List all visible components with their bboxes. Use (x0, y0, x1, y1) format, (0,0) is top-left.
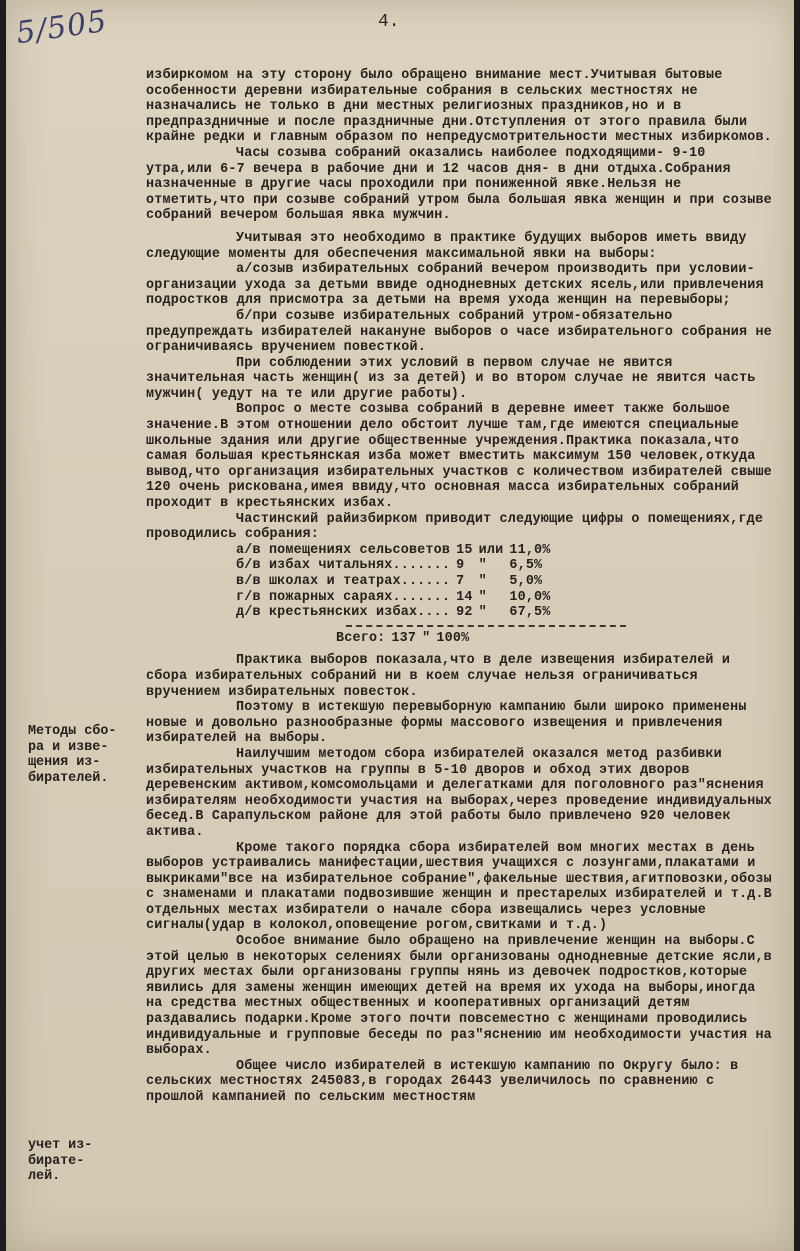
row-percent: 11,0% (509, 542, 551, 558)
row-count: 92 (456, 605, 473, 621)
row-sep: или (478, 542, 504, 558)
row-percent: 6,5% (509, 558, 543, 574)
paragraph: При соблюдении этих условий в первом случае не явится значительная часть женщин( из за детей) и во втором случае не явится часть мужчин( уедут на те или другие работы). (146, 355, 764, 402)
row-label: б/в избах читальнях....... (236, 558, 451, 574)
total-percent: 100% (436, 630, 470, 646)
paragraph: Частинский райизбирком приводит следующие цифры о помещениях,где проводились собрания: (146, 511, 772, 543)
page-number: 4. (378, 12, 400, 32)
paragraph: Учитывая это необходимо в практике будущих выборов иметь ввиду следующие моменты для обеспечения максимальной явки на выборы: (146, 230, 755, 262)
total-label: Всего: (336, 630, 386, 646)
archive-number: 5/505 (14, 3, 110, 52)
row-count: 15 (456, 542, 473, 558)
row-label: в/в школах и театрах...... (236, 574, 451, 589)
row-percent: 67,5% (509, 605, 551, 621)
row-sep: " (478, 605, 487, 621)
row-label: д/в крестьянских избах.... (236, 605, 451, 621)
row-sep: " (478, 589, 487, 605)
margin-note-voter-count: учет из- бирате- лей. (28, 1138, 93, 1185)
paragraph: Кроме такого порядка сбора избирателей вом многих местах в день выборов устраивались манифестации,шествия учащихся с лозунгами,плакатами и выкриками"все на избирательное собрание",факельные шествия,агитповозки,обозы с знаменами и плакатами подвозившие женщин и престарелых избирателей и т.д.В отдельных местах избиратели о начале сбора извещались через условные сигналы(удар в колокол,оповещение рогом,свитками и т.д.) (146, 840, 781, 934)
venue-stats-total (336, 631, 475, 647)
total-divider (346, 625, 626, 627)
list-item: а/созыв избирательных собраний вечером производить при условии- организации ухода за детьми ввиде однодневных детских ясель,или привлечения подростков для присмотра за детьми на время ухода женщин на перевыборы; (146, 262, 772, 309)
document-page (6, 0, 794, 1251)
table-row (236, 543, 557, 559)
row-sep: " (478, 558, 487, 574)
row-label: а/в помещениях сельсоветов (236, 542, 451, 558)
list-item: б/при созыве избирательных собраний утром-обязательно предупреждать избирателей накануне выборов о часе избирательного собрания не ограничиваясь вручением повесткой. (146, 308, 781, 356)
row-percent: 10,0% (509, 589, 551, 605)
total-count: 137 (391, 630, 417, 646)
row-count: 7 (456, 574, 465, 589)
paragraph: Часы созыва собраний оказались наиболее подходящими- 9-10 утра,или 6-7 вечера в рабочие дни и 12 часов дня- в дни отдыха.Собрания назначенные в другие часы проходили при пониженной явке.Нельзя не отметить,что при созыве собраний утром была большая явка женщин и при созыве собраний вечером большая явка мужчин. (146, 145, 781, 224)
total-sep: " (422, 630, 431, 646)
paragraph: Наилучшим методом сбора избирателей оказался метод разбивки избирательных участков на группы в 5-10 дворов и обход этих дворов деревенским активом,комсомольцами и делегатками для поголовного раз"яснения избирателям необходимости участия на выборах,через проведение индивидуальных бесед.В Сарапульском районе для этой работы было привлечено 920 человек актива. (146, 746, 781, 840)
row-count: 9 (456, 558, 465, 574)
row-sep: " (478, 574, 487, 589)
paragraph: избиркомом на эту сторону было обращено внимание мест.Учитывая бытовые особенности деревни избирательные собрания в сельских местностях не назначались не только в дни местных религиозных праздников,но и в предпраздничные и после праздничные дни.Отступления от этого правила были крайне редки и главным образом по непредусмотрительности местных избиркомов. (146, 68, 772, 146)
row-count: 14 (456, 589, 473, 605)
margin-note-methods: Методы сбо- ра и изве- щения из- бирателей. (28, 724, 117, 786)
table-row (236, 590, 557, 606)
paragraph: Поэтому в истекшую перевыборную кампанию были широко применены новые и довольно разнообразные формы массового извещения и привлечения избирателей на выборы. (146, 700, 755, 747)
table-row (236, 605, 557, 621)
venue-stats-table (236, 543, 557, 621)
table-row (236, 558, 557, 574)
document-body (146, 68, 781, 1106)
total-row (336, 631, 475, 647)
paragraph: Практика выборов показала,что в деле извещения избирателей и сбора избирательных собраний ни в коем случае нельзя ограничиваться вручением избирательных повесток. (146, 653, 739, 700)
row-label: г/в пожарных сараях....... (236, 589, 451, 605)
paragraph: Вопрос о месте созыва собраний в деревне имеет также большое значение.В этом отношении дело обстоит лучше там,где имеются специальные школьные здания или другие общественные учреждения.Практика показала,что самая большая крестьянская изба может вместить максимум 150 человек,откуда вывод,что организация избирательных участков с количеством избирателей свыше 120 очень рискована,имея ввиду,что основная масса избирательных собраний проходит в крестьянских избах. (146, 402, 781, 512)
paragraph: Особое внимание было обращено на привлечение женщин на выборы.С этой целью в некоторых селениях были организованы однодневные детские ясли,в других местах были организованы группы нянь из девочек подростков,которые явились для замены женщин имеющих детей на время их ухода на выборы,иногда на средства местных общественных и кооперативных организаций детям раздавались подарки.Кроме этого почти повсеместно с женщинами проводились индивидуальные и групповые беседы по раз"яснению им необходимости участия на выборах. (146, 934, 781, 1059)
paragraph: Общее число избирателей в истекшую кампанию по Округу было: в сельских местностях 245083,в городах 26443 увеличилось по сравнению с прошлой кампанией по сельским местностям (146, 1058, 747, 1105)
table-row (236, 574, 557, 590)
row-percent: 5,0% (509, 574, 543, 589)
